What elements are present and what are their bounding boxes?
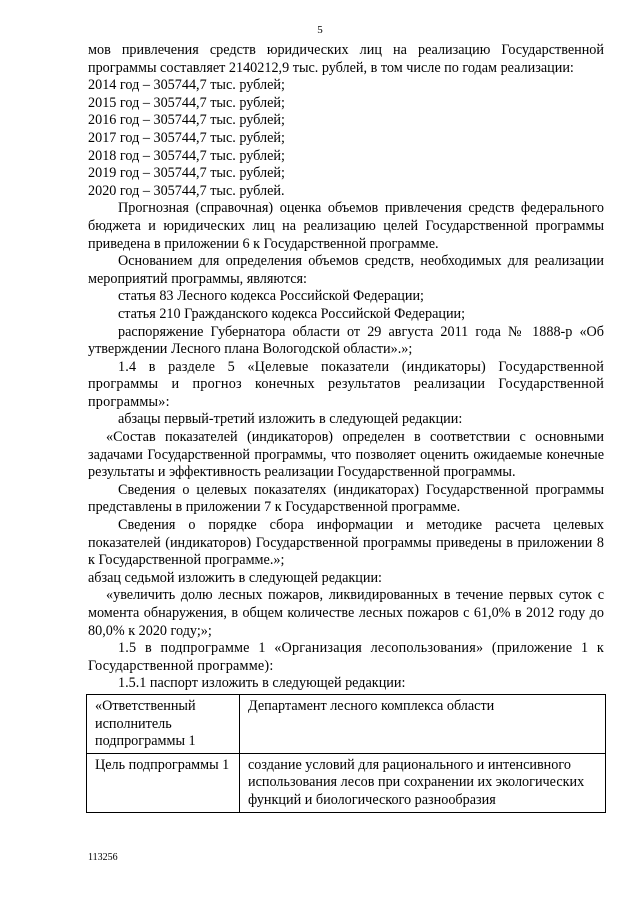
year-line: 2015 год – 305744,7 тыс. рублей; (88, 94, 285, 111)
paragraph-section-1-4: 1.4 в разделе 5 «Целевые показатели (индикаторы) Государственной программы и прогноз конечных результатов реализации Государственной программы»: (88, 358, 604, 410)
paragraph-governor-order: распоряжение Губернатора области от 29 августа 2011 года № 1888-р «Об утверждении Лесного плана Вологодской области».»; (88, 323, 604, 358)
table-cell-label: Цель подпрограммы 1 (87, 753, 240, 812)
passport-table (86, 694, 606, 813)
footer-code: 113256 (88, 852, 118, 863)
table-cell-value: Департамент лесного комплекса области (240, 694, 606, 753)
page-number: 5 (317, 24, 323, 36)
paragraph-passport-intro: 1.5.1 паспорт изложить в следующей редакции: (118, 675, 406, 692)
table-row (87, 694, 606, 753)
paragraph-paragraphs-1-3: абзацы первый-третий изложить в следующей редакции: (118, 411, 463, 428)
table-row (87, 753, 606, 812)
basis-item: статья 210 Гражданского кодекса Российской Федерации; (118, 305, 466, 322)
year-line: 2016 год – 305744,7 тыс. рублей; (88, 112, 285, 129)
table-cell-value: создание условий для рационального и интенсивного использования лесов при сохранении их экологических функций и биологического разнообразия (240, 753, 606, 812)
document-body (88, 42, 604, 813)
paragraph-fire-share: «увеличить долю лесных пожаров, ликвидированных в течение первых суток с момента обнаружения, в общем количестве лесных пожаров с 61,0% в 2012 году до 80,0% к 2020 году;»; (88, 587, 604, 639)
paragraph-subprogram-1-5: 1.5 в подпрограмме 1 «Организация лесопользования» (приложение 1 к Государственной программе): (88, 640, 604, 674)
paragraph-basis-intro: Основанием для определения объемов средств, необходимых для реализации мероприятий программы, являются: (88, 253, 604, 287)
paragraph-seventh: абзац седьмой изложить в следующей редакции: (88, 569, 383, 586)
paragraph-collection-method: Сведения о порядке сбора информации и методике расчета целевых показателей (индикаторов) Государственной программы приведены в приложении 8 к Государственной программе.»; (88, 517, 604, 569)
paragraph-funding: мов привлечения средств юридических лиц на реализацию Государственной программы составляет 2140212,9 тыс. рублей, в том числе по годам реализации: (88, 42, 604, 76)
basis-item: статья 83 Лесного кодекса Российской Федерации; (118, 288, 424, 305)
paragraph-indicators-info: Сведения о целевых показателях (индикаторах) Государственной программы представлены в приложении 7 к Государственной программе. (88, 481, 604, 516)
years-list (88, 77, 604, 200)
paragraph-forecast: Прогнозная (справочная) оценка объемов привлечения средств федерального бюджета и юридических лиц на реализацию целей Государственной программы приведена в приложении 6 к Государственной программе. (88, 200, 604, 252)
year-line: 2014 год – 305744,7 тыс. рублей; (88, 77, 285, 94)
year-line: 2018 год – 305744,7 тыс. рублей; (88, 147, 285, 164)
paragraph-indicators-composition: «Состав показателей (индикаторов) определен в соответствии с основными задачами Государственной программы, что позволяет оценить ожидаемые конечные результаты и эффективность реализации Государственной программы. (88, 429, 604, 481)
year-line: 2020 год – 305744,7 тыс. рублей. (88, 182, 285, 199)
year-line: 2017 год – 305744,7 тыс. рублей; (88, 129, 285, 146)
year-line: 2019 год – 305744,7 тыс. рублей; (88, 165, 285, 182)
table-cell-label: «Ответственный исполнитель подпрограммы 1 (87, 694, 240, 753)
